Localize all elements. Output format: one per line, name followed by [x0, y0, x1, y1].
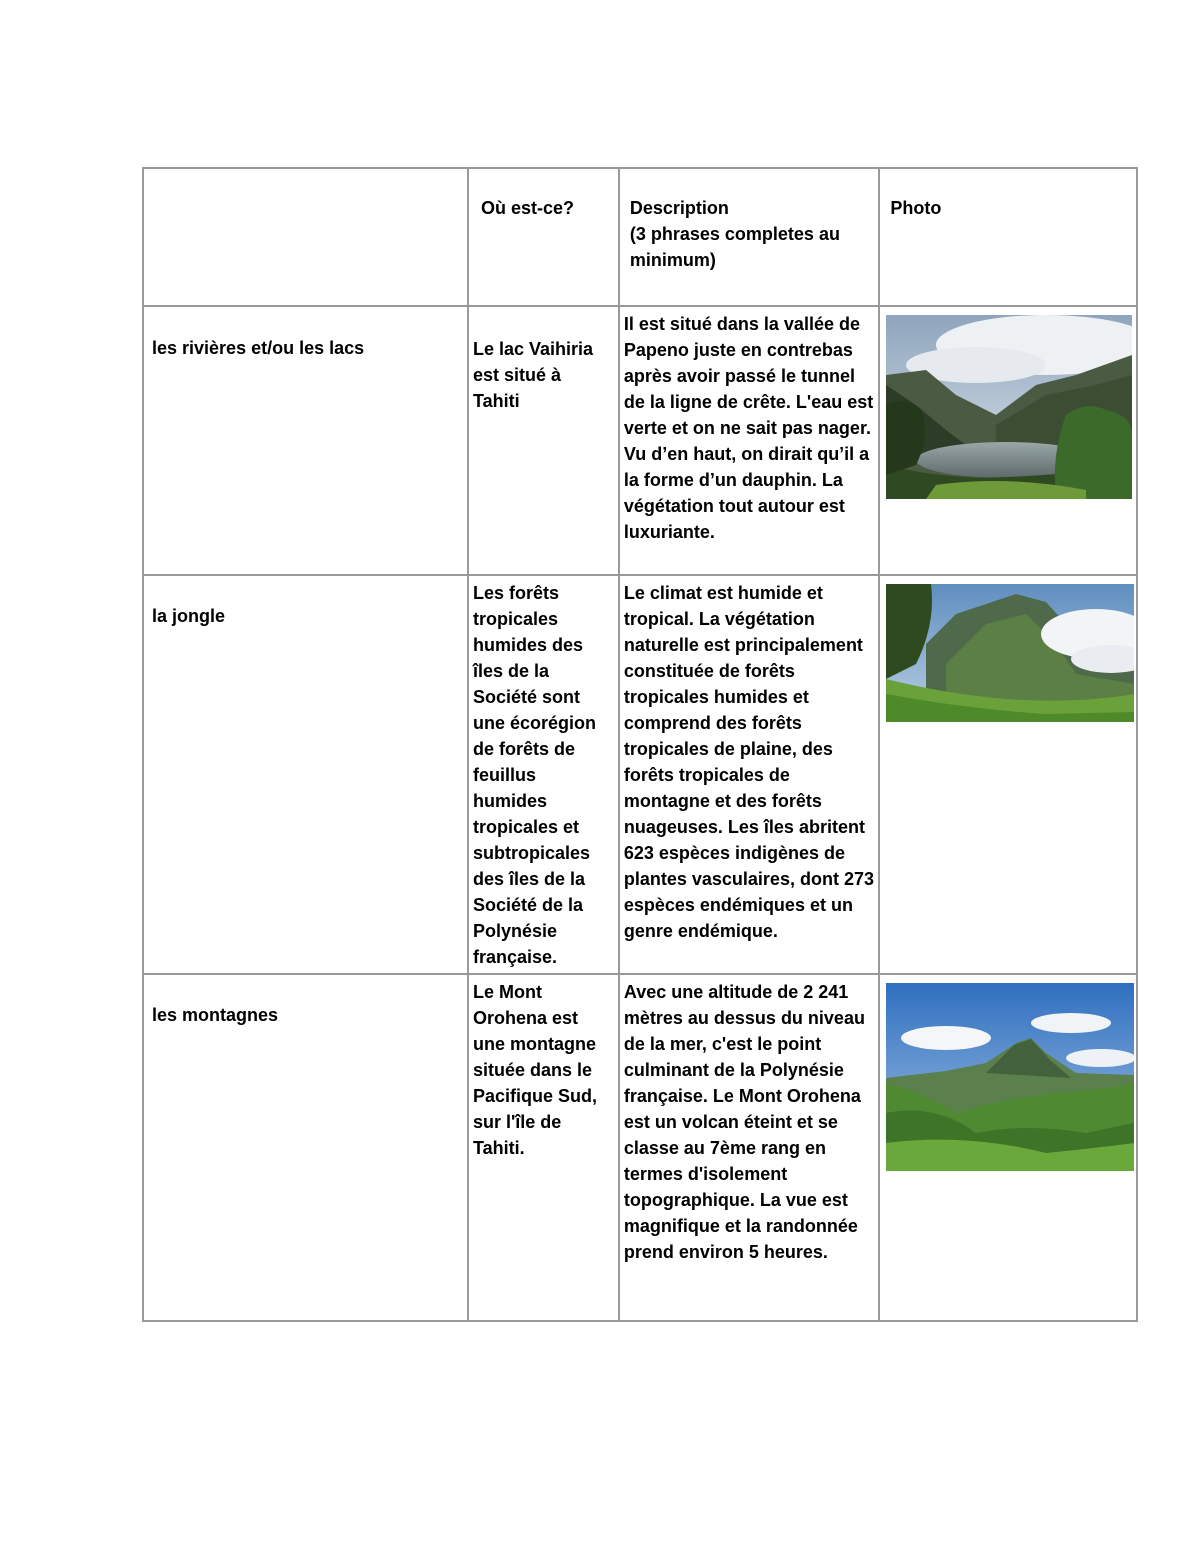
activity-table — [142, 167, 1138, 1322]
feature-label: les montagnes — [152, 1005, 279, 1025]
header-description: Description (3 phrases completes au minimum) — [629, 198, 840, 270]
location-text: Les forêts tropicales humides des îles de la Société sont une écorégion de forêts de feuillus humides tropicales et subtropicales des îles de la Société de la Polynésie française. — [472, 583, 596, 967]
jungle-mountains-photo — [886, 584, 1134, 722]
description-text: Le climat est humide et tropical. La végétation naturelle est principalement constituée de forêts tropicales humides et comprend des forêts tropicales de plaine, des forêts tropicales de montagne et des forêts nuageuses. Les îles abritent 623 espèces indigènes de plantes vasculaires, dont 273 espèces endémiques et un genre endémique. — [623, 583, 874, 941]
table-row — [143, 974, 1137, 1321]
header-photo: Photo — [890, 198, 942, 218]
location-text: Le Mont Orohena est une montagne située dans le Pacifique Sud, sur l'île de Tahiti. — [472, 982, 597, 1158]
feature-label: la jongle — [152, 606, 226, 626]
table-row — [143, 575, 1137, 974]
header-empty-cell — [143, 168, 468, 306]
header-location-cell — [468, 168, 619, 306]
header-row — [143, 168, 1137, 306]
location-text: Le lac Vaihiria est situé à Tahiti — [472, 339, 594, 411]
lake-in-valley-photo — [886, 315, 1132, 499]
feature-label: les rivières et/ou les lacs — [152, 338, 365, 358]
mountain-peak-photo — [886, 983, 1134, 1171]
table-row — [143, 306, 1137, 575]
description-text: Il est situé dans la vallée de Papeno juste en contrebas après avoir passé le tunnel de la ligne de crête. L'eau est verte et on ne sait pas nager. Vu d’en haut, on dirait qu’il a la forme d’un dauphin. La végétation tout autour est luxuriante. — [623, 314, 874, 542]
header-description-cell — [619, 168, 880, 306]
header-photo-cell — [879, 168, 1137, 306]
header-location: Où est-ce? — [480, 198, 574, 218]
description-text: Avec une altitude de 2 241 mètres au dessus du niveau de la mer, c'est le point culminant de la Polynésie française. Le Mont Orohena est un volcan éteint et se classe au 7ème rang en termes d'isolement topographique. La vue est magnifique et la randonnée prend environ 5 heures. — [623, 982, 865, 1262]
